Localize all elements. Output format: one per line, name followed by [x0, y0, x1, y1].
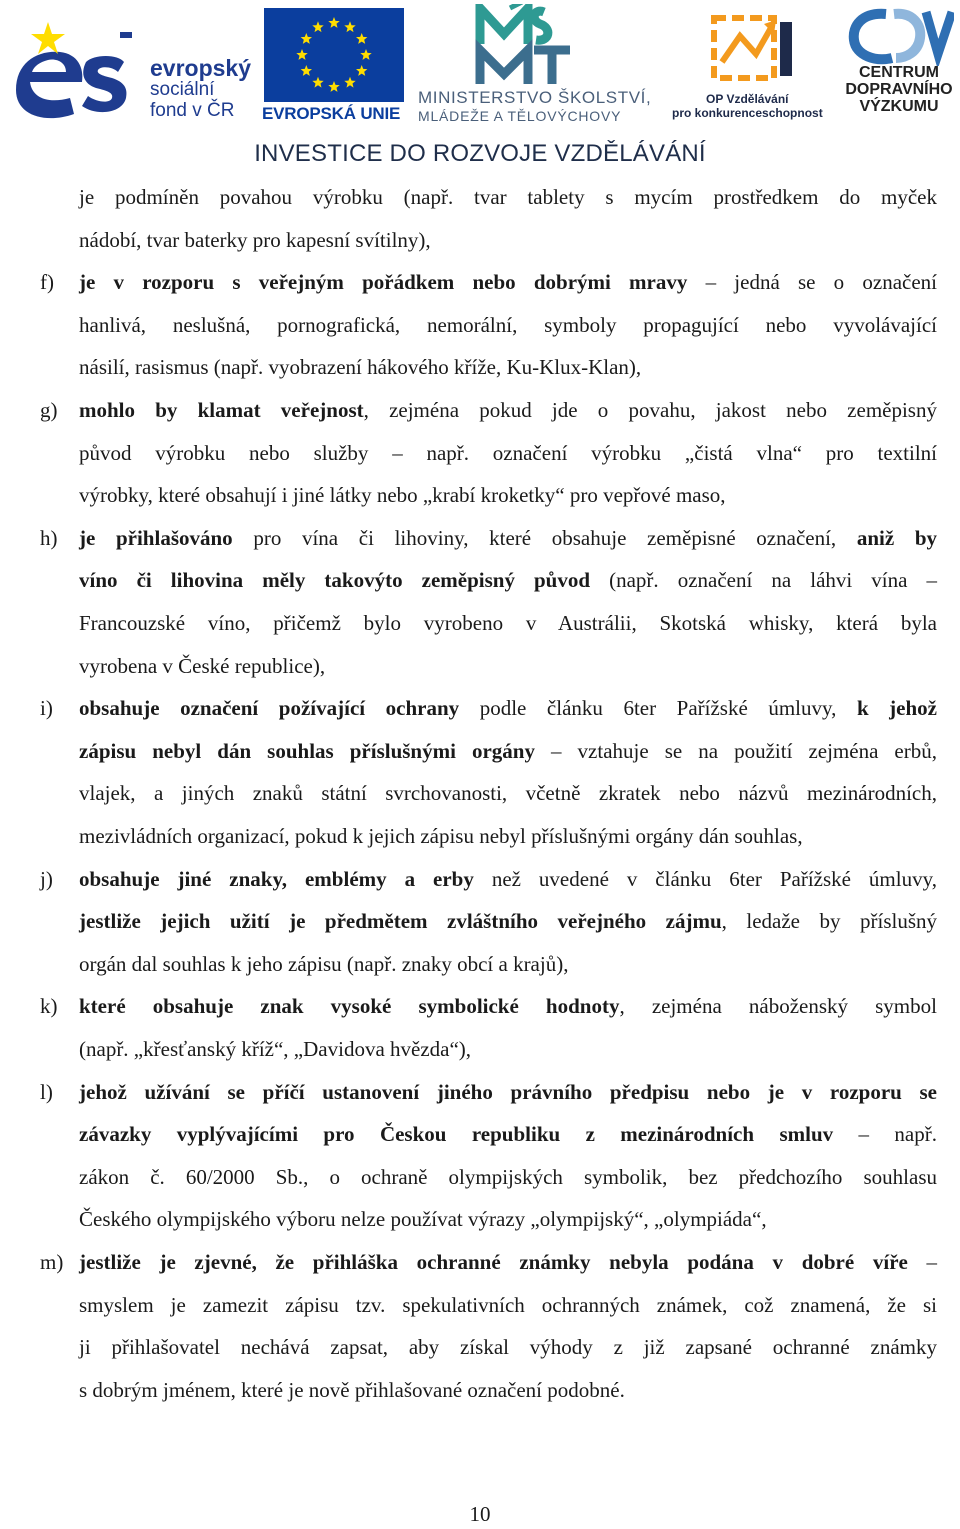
text-line — [79, 182, 937, 212]
msmt-logo-text — [418, 88, 651, 124]
text-line — [79, 651, 937, 681]
text-line — [79, 1332, 937, 1362]
text-span: podle článku 6ter Pařížské úmluvy, — [459, 696, 857, 721]
text-line — [79, 267, 937, 297]
bold-text: jehož užívání se příčí ustanovení jiného právního předpisu nebo je v rozporu se — [79, 1079, 937, 1104]
text-span: mezivládních organizací, pokud k jejich zápisu nebyl příslušnými orgány dán souhlas, — [79, 824, 803, 848]
text-line — [79, 1375, 937, 1405]
eu-flag-logo — [264, 8, 404, 102]
list-marker: l) — [40, 1079, 53, 1104]
esf-logo-text — [150, 55, 252, 121]
eu-star-icon — [301, 33, 312, 44]
text-span: s dobrým jménem, které je nově přihlašované označení podobné. — [79, 1377, 625, 1402]
text-span: , zejména pokud jde o povahu, jakost nebo zeměpisný — [363, 398, 937, 422]
bold-text: obsahuje označení požívající ochrany — [79, 696, 460, 721]
eu-star-icon — [312, 77, 323, 88]
text-line — [79, 225, 937, 255]
bold-text: které obsahuje znak vysoké symbolické hodnoty — [79, 994, 620, 1019]
bold-text: jestliže je zjevné, že přihláška ochranné známky nebyla podána v dobré víře — [79, 1250, 908, 1274]
text-span: smyslem je zamezit zápisu tzv. spekulativních ochranných známek, což znamená, že si — [79, 1292, 937, 1317]
eu-star-icon — [344, 21, 355, 32]
cdv-line2: DOPRAVNÍHO — [845, 81, 953, 98]
text-span: – např. — [833, 1122, 937, 1147]
bold-text: je v rozporu s veřejným pořádkem nebo dobrými mravy — [79, 270, 688, 295]
op-logo-mark — [700, 8, 796, 90]
text-line — [79, 1290, 937, 1320]
text-span: pro vína či lihoviny, které obsahuje zeměpisné označení, — [232, 525, 857, 550]
bold-text: obsahuje jiné znaky, emblémy a erby — [79, 866, 474, 891]
text-span: zákon č. 60/2000 Sb., o ochraně olympijských symbolik, bez předchozího souhlasu — [79, 1164, 937, 1189]
text-line — [79, 608, 937, 638]
text-line — [79, 736, 937, 766]
text-span: vyrobena v České republice), — [79, 653, 326, 678]
text-span: – jedná se o označení — [687, 270, 937, 295]
cdv-logo-text — [842, 64, 956, 115]
eu-star-icon — [356, 33, 367, 44]
text-line — [79, 565, 937, 595]
esf-logo-mark — [8, 12, 140, 130]
text-line — [79, 1162, 937, 1192]
bold-text: je přihlašováno — [79, 525, 233, 550]
list-marker: f) — [40, 270, 54, 295]
bold-text: víno či lihovina měly takovýto zeměpisný původ — [79, 568, 591, 593]
eu-star-icon — [312, 21, 323, 32]
text-line — [79, 523, 937, 553]
eu-star-icon — [328, 17, 339, 28]
esf-line1: evropský — [150, 55, 252, 81]
list-marker: g) — [40, 398, 58, 422]
list-marker: k) — [40, 994, 58, 1019]
esf-line3: fond v ČR — [150, 100, 235, 121]
text-span: , ledaže by příslušný — [721, 909, 938, 934]
bold-text: k jehož — [856, 696, 937, 721]
text-line — [79, 480, 937, 510]
bold-text: jestliže jejich užití je předmětem zvláštního veřejného zájmu — [79, 909, 722, 934]
text-span: vlajek, a jiných znaků státní svrchovanosti, včetně zkratek nebo názvů mezinárodních, — [79, 781, 937, 806]
text-span: nádobí, tvar baterky pro kapesní svítilny), — [79, 227, 431, 252]
text-span: hanlivá, neslušná, pornografická, nemorální, symboly propagující nebo vyvolávající — [79, 312, 937, 337]
text-span: výrobky, které obsahují i jiné látky nebo „krabí kroketky“ pro vepřové maso, — [79, 483, 726, 508]
text-line — [79, 438, 937, 468]
eu-star-icon — [301, 65, 312, 76]
msmt-line1: MINISTERSTVO ŠKOLSTVÍ, — [418, 88, 652, 107]
text-span: je podmíněn povahou výrobku (např. tvar tablety s mycím prostředkem do myček — [79, 185, 937, 209]
text-line — [79, 1119, 937, 1149]
cdv-line3: VÝZKUMU — [859, 98, 939, 115]
eu-star-icon — [344, 77, 355, 88]
op-logo-text — [672, 92, 823, 120]
text-line — [79, 693, 937, 723]
text-line — [79, 991, 937, 1021]
list-marker: m) — [40, 1250, 64, 1274]
text-span: , zejména náboženský symbol — [619, 994, 937, 1019]
list-marker: h) — [40, 525, 58, 550]
text-line — [79, 906, 937, 936]
op-line1: OP Vzdělávání — [706, 92, 789, 106]
text-span: násilí, rasismus (např. vyobrazení hákového kříže, Ku-Klux-Klan), — [79, 355, 642, 380]
text-line — [79, 864, 937, 894]
list-marker: j) — [40, 866, 53, 891]
msmt-line2: MLÁDEŽE A TĚLOVÝCHOVY — [418, 108, 622, 124]
cdv-logo-mark — [842, 6, 954, 66]
eu-star-icon — [360, 49, 371, 60]
bold-text: závazky vyplývajícími pro Českou republiku z mezinárodních smluv — [79, 1122, 834, 1147]
text-line — [79, 395, 937, 425]
text-span: – vztahuje se na použití zejména erbů, — [534, 738, 937, 763]
text-span: původ výrobku nebo služby – např. označení výrobku „čistá vlna“ pro textilní — [79, 440, 937, 465]
list-marker: i) — [40, 696, 53, 721]
text-span: orgán dal souhlas k jeho zápisu (např. znaky obcí a krajů), — [79, 951, 569, 976]
text-line — [79, 778, 937, 808]
text-span: Českého olympijského výboru nelze používat výrazy „olympijský“, „olympiáda“, — [79, 1207, 767, 1232]
eu-star-icon — [356, 65, 367, 76]
bold-text: aniž by — [856, 525, 938, 550]
text-span: (např. „křesťanský kříž“, „Davidova hvězda“), — [79, 1037, 472, 1061]
bold-text: mohlo by klamat veřejnost — [79, 398, 364, 422]
text-span: Francouzské víno, přičemž bylo vyrobeno v Austrálii, Skotská whisky, která byla — [79, 611, 937, 635]
cdv-line1: CENTRUM — [859, 64, 939, 81]
text-line — [79, 1204, 937, 1234]
msmt-logo-mark — [470, 4, 620, 88]
eu-label: EVROPSKÁ UNIE — [262, 104, 401, 123]
eu-star-icon — [328, 81, 339, 92]
text-line — [79, 949, 937, 979]
eu-star-icon — [296, 49, 307, 60]
text-span: než uvedené v článku 6ter Pařížské úmluvy, — [473, 866, 937, 891]
text-line — [79, 821, 937, 851]
text-span: (např. označení na láhvi vína – — [590, 568, 937, 593]
bold-text: zápisu nebyl dán souhlas příslušnými orgány — [79, 738, 535, 763]
text-line — [79, 352, 937, 382]
text-line — [79, 1247, 937, 1277]
text-span: – — [907, 1250, 938, 1274]
slogan: INVESTICE DO ROZVOJE VZDĚLÁVÁNÍ — [254, 140, 706, 167]
text-span: ji přihlašovatel nechává zapsat, aby získal výhody z již zapsané ochranné známky — [79, 1335, 937, 1360]
page-number: 10 — [469, 1502, 491, 1526]
text-line — [79, 1077, 937, 1107]
text-line — [79, 310, 937, 340]
esf-line2: sociální — [150, 79, 215, 100]
op-line2: pro konkurenceschopnost — [672, 106, 823, 120]
text-line — [79, 1034, 937, 1064]
